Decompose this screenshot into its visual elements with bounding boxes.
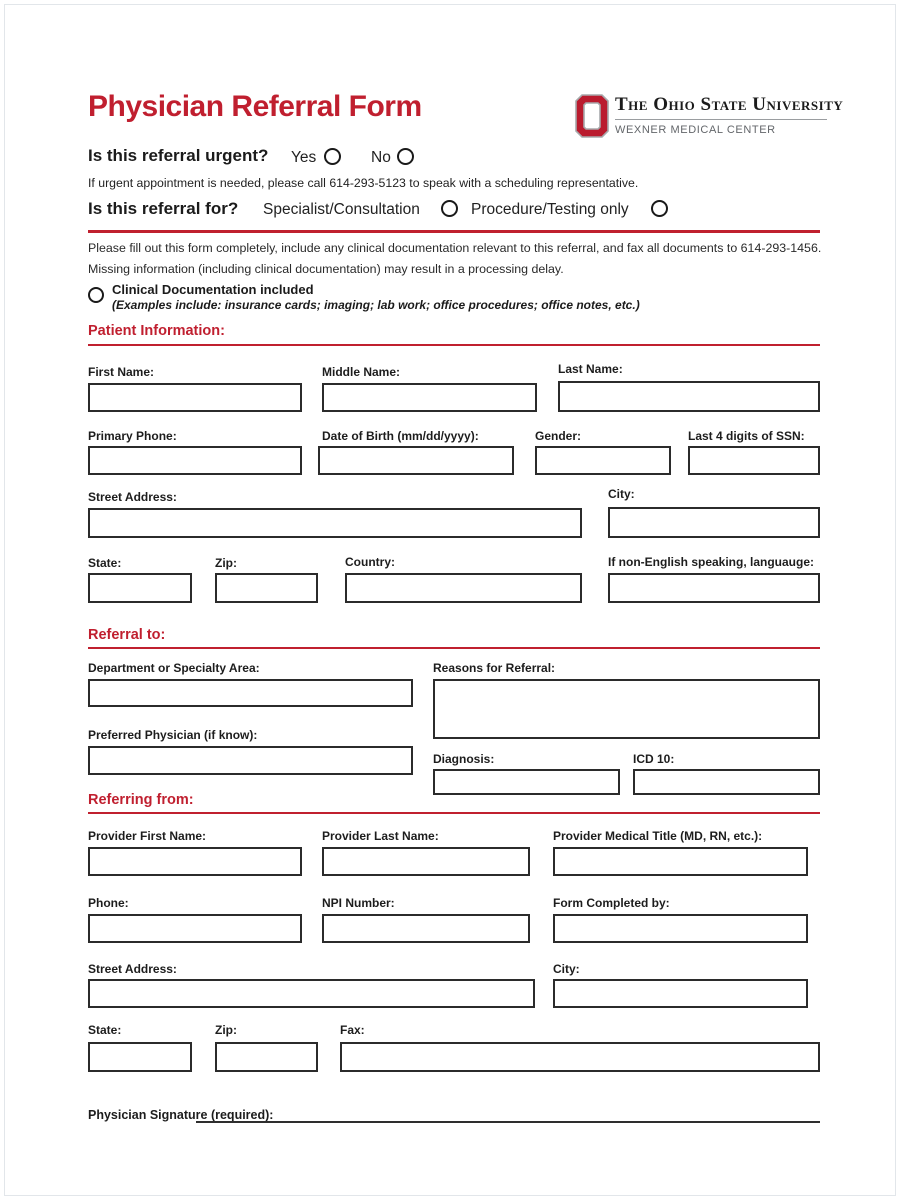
provider-first-name-input[interactable] xyxy=(88,847,302,876)
logo-divider xyxy=(615,119,827,120)
department-input[interactable] xyxy=(88,679,413,707)
provider-state-input[interactable] xyxy=(88,1042,192,1072)
ssn-label: Last 4 digits of SSN: xyxy=(688,429,805,443)
language-label: If non-English speaking, languauge: xyxy=(608,555,815,569)
instructions-paragraph xyxy=(88,238,833,280)
provider-title-label: Provider Medical Title (MD, RN, etc.): xyxy=(553,829,763,843)
section-referral-to: Referral to: xyxy=(88,627,166,643)
urgent-note: If urgent appointment is needed, please call 614-293-5123 to speak with a scheduling representative. xyxy=(88,176,639,190)
gender-input[interactable] xyxy=(535,446,671,475)
primary-phone-input[interactable] xyxy=(88,446,302,475)
header-divider-rule xyxy=(88,230,820,233)
provider-first-name-label: Provider First Name: xyxy=(88,829,207,843)
country-label: Country: xyxy=(345,555,395,569)
npi-number-input[interactable] xyxy=(322,914,530,943)
completed-by-label: Form Completed by: xyxy=(553,896,670,910)
clinical-doc-included-radio[interactable] xyxy=(88,287,104,303)
referring-from-section-rule xyxy=(88,812,820,814)
patient-section-rule xyxy=(88,344,820,346)
fax-input[interactable] xyxy=(340,1042,820,1072)
dob-label: Date of Birth (mm/dd/yyyy): xyxy=(322,429,479,443)
diagnosis-label: Diagnosis: xyxy=(433,752,495,766)
patient-city-label: City: xyxy=(608,487,635,501)
logo-institution-text: The Ohio State University xyxy=(615,94,844,115)
referral-for-procedure-radio[interactable] xyxy=(651,200,668,217)
icd10-label: ICD 10: xyxy=(633,752,675,766)
provider-phone-label: Phone: xyxy=(88,896,129,910)
urgent-yes-label: Yes xyxy=(291,149,317,166)
diagnosis-input[interactable] xyxy=(433,769,620,795)
page-title: Physician Referral Form xyxy=(88,90,422,123)
clinical-doc-included-label: Clinical Documentation included xyxy=(112,282,314,297)
npi-number-label: NPI Number: xyxy=(322,896,395,910)
patient-state-label: State: xyxy=(88,556,122,570)
provider-last-name-label: Provider Last Name: xyxy=(322,829,439,843)
gender-label: Gender: xyxy=(535,429,582,443)
dob-input[interactable] xyxy=(318,446,514,475)
referral-for-question: Is this referral for? xyxy=(88,199,239,218)
department-label: Department or Specialty Area: xyxy=(88,661,260,675)
provider-zip-input[interactable] xyxy=(215,1042,318,1072)
patient-street-label: Street Address: xyxy=(88,490,177,504)
provider-city-input[interactable] xyxy=(553,979,808,1008)
country-input[interactable] xyxy=(345,573,582,603)
fax-label: Fax: xyxy=(340,1023,365,1037)
provider-street-input[interactable] xyxy=(88,979,535,1008)
logo-division-text: WEXNER MEDICAL CENTER xyxy=(615,124,776,136)
preferred-physician-input[interactable] xyxy=(88,746,413,775)
provider-street-label: Street Address: xyxy=(88,962,177,976)
provider-last-name-input[interactable] xyxy=(322,847,530,876)
provider-state-label: State: xyxy=(88,1023,122,1037)
urgent-question: Is this referral urgent? xyxy=(88,146,269,165)
first-name-label: First Name: xyxy=(88,365,155,379)
last-name-label: Last Name: xyxy=(558,362,623,376)
provider-title-input[interactable] xyxy=(553,847,808,876)
section-referring-from: Referring from: xyxy=(88,792,194,808)
reasons-input[interactable] xyxy=(433,679,820,739)
first-name-input[interactable] xyxy=(88,383,302,412)
instructions-line1: Please fill out this form completely, include any clinical documentation relevant to this referral, and fax all documents to 614-293-1456. xyxy=(88,241,822,255)
block-o-logo-icon xyxy=(575,94,609,138)
referral-for-specialist-radio[interactable] xyxy=(441,200,458,217)
preferred-physician-label: Preferred Physician (if know): xyxy=(88,728,258,742)
patient-state-input[interactable] xyxy=(88,573,192,603)
referral-for-specialist-label: Specialist/Consultation xyxy=(263,201,420,218)
urgent-no-radio[interactable] xyxy=(397,148,414,165)
last-name-input[interactable] xyxy=(558,381,820,412)
provider-phone-input[interactable] xyxy=(88,914,302,943)
referral-to-section-rule xyxy=(88,647,820,649)
language-input[interactable] xyxy=(608,573,820,603)
icd10-input[interactable] xyxy=(633,769,820,795)
patient-street-input[interactable] xyxy=(88,508,582,538)
patient-city-input[interactable] xyxy=(608,507,820,538)
reasons-label: Reasons for Referral: xyxy=(433,661,556,675)
completed-by-input[interactable] xyxy=(553,914,808,943)
urgent-yes-radio[interactable] xyxy=(324,148,341,165)
patient-zip-label: Zip: xyxy=(215,556,237,570)
primary-phone-label: Primary Phone: xyxy=(88,429,177,443)
signature-line[interactable] xyxy=(196,1100,820,1123)
middle-name-label: Middle Name: xyxy=(322,365,401,379)
provider-city-label: City: xyxy=(553,962,580,976)
ssn-input[interactable] xyxy=(688,446,820,475)
instructions-line2: Missing information (including clinical documentation) may result in a processing delay. xyxy=(88,262,564,276)
section-patient-information: Patient Information: xyxy=(88,323,225,339)
middle-name-input[interactable] xyxy=(322,383,537,412)
patient-zip-input[interactable] xyxy=(215,573,318,603)
clinical-doc-examples: (Examples include: insurance cards; imaging; lab work; office procedures; office notes, etc.) xyxy=(112,298,640,312)
referral-for-procedure-label: Procedure/Testing only xyxy=(471,201,629,218)
urgent-no-label: No xyxy=(371,149,391,166)
provider-zip-label: Zip: xyxy=(215,1023,237,1037)
signature-label: Physician Signature (required): xyxy=(88,1108,274,1122)
